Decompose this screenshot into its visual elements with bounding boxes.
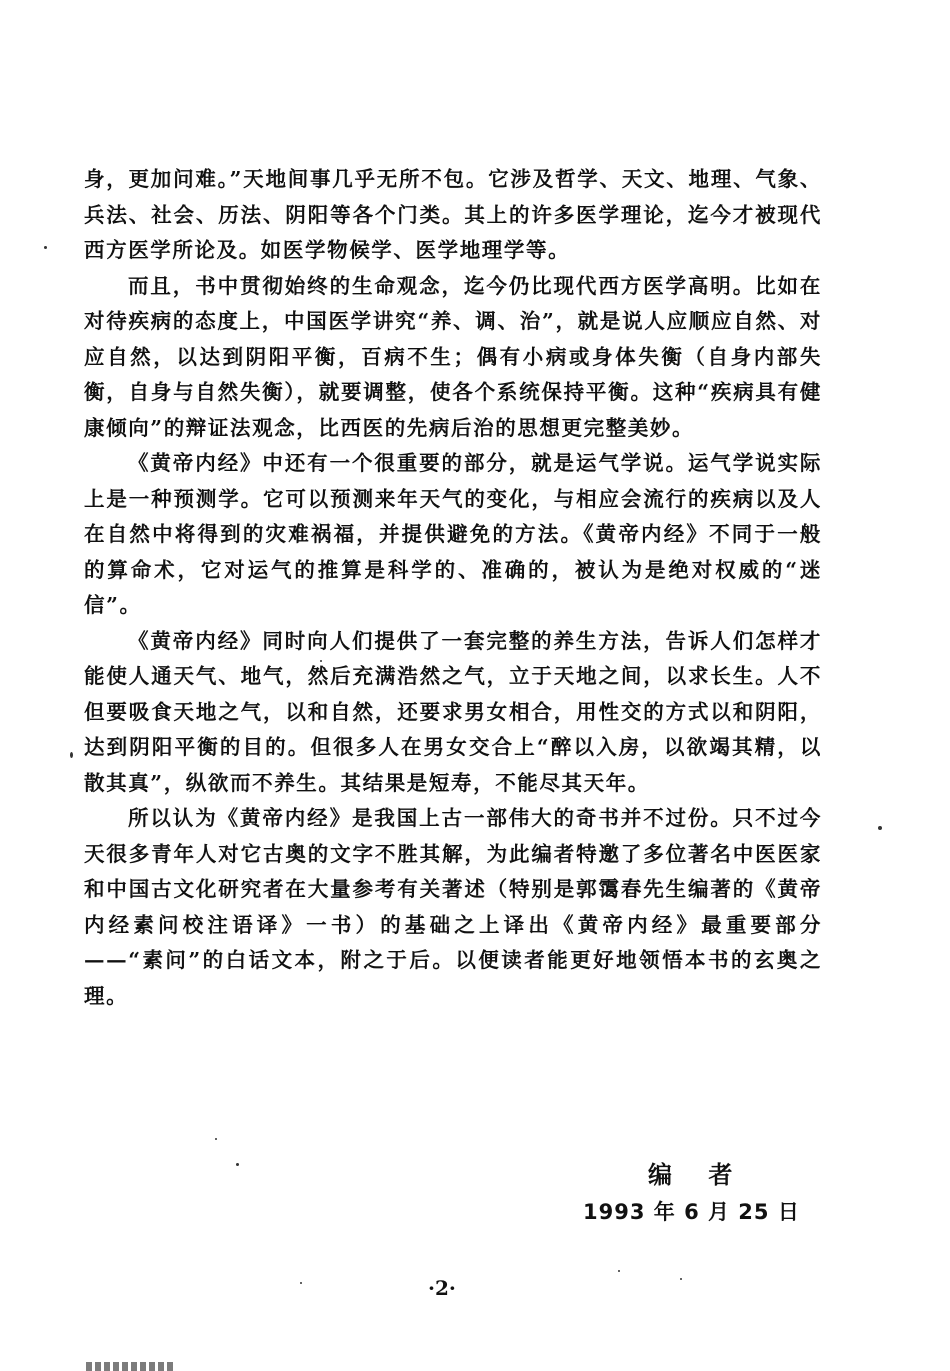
scan-edge-mark bbox=[86, 1362, 176, 1371]
scan-speck bbox=[236, 1163, 239, 1166]
scan-speck bbox=[320, 660, 322, 662]
body-text bbox=[84, 162, 822, 1014]
scan-speck bbox=[215, 1138, 217, 1140]
paragraph-yunqi-theory: 《黄帝内经》中还有一个很重要的部分，就是运气学说。运气学说实际上是一种预测学。它可以预测来年天气的变化，与相应会流行的疾病以及人在自然中将得到的灾难祸福，并提供避免的方法。《黄帝内经》不同于一般的算命术，它对运气的推算是科学的、准确的，被认为是绝对权威的“迷信”。 bbox=[84, 451, 822, 617]
author-signature: 编 者 bbox=[648, 1161, 747, 1189]
scan-speck bbox=[44, 246, 47, 249]
paragraph-translation-note: 所以认为《黄帝内经》是我国上古一部伟大的奇书并不过份。只不过今天很多青年人对它古奥的文字不胜其解，为此编者特邀了多位著名中医医家和中国古文化研究者在大量参考有关著述（特别是郭霭春先生编著的《黄帝内经素问校注语译》一书）的基础之上译出《黄帝内经》最重要部分——“素问”的白话文本，附之于后。以便读者能更好地领悟本书的玄奥之理。 bbox=[84, 806, 822, 1008]
page-number: ·2· bbox=[428, 1276, 456, 1300]
paragraph-life-concept: 而且，书中贯彻始终的生命观念，迄今仍比现代西方医学高明。比如在对待疾病的态度上，中国医学讲究“养、调、治”，就是说人应顺应自然、对应自然，以达到阴阳平衡，百病不生；偶有小病或身体失衡（自身内部失衡，自身与自然失衡），就要调整，使各个系统保持平衡。这种“疾病具有健康倾向”的辩证法观念，比西医的先病后治的思想更完整美妙。 bbox=[84, 273, 822, 440]
scan-speck bbox=[618, 1270, 620, 1272]
scan-speck bbox=[878, 826, 882, 830]
paragraph-health-preservation: 《黄帝内经》同时向人们提供了一套完整的养生方法，告诉人们怎样才能使人通天气、地气，然后充满浩然之气，立于天地之间，以求长生。人不但要吸食天地之气，以和自然，还要求男女相合，用性交的方式以和阴阳，达到阴阳平衡的目的。但很多人在男女交合上“醉以入房，以欲竭其精，以散其真”，纵欲而不养生。其结果是短寿，不能尽其天年。 bbox=[84, 628, 822, 795]
scan-speck bbox=[70, 752, 73, 758]
signature-date: 1993 年 6 月 25 日 bbox=[583, 1200, 800, 1224]
scan-speck bbox=[680, 1278, 682, 1280]
paragraph-continuation: 身，更加问难。”天地间事几乎无所不包。它涉及哲学、天文、地理、气象、兵法、社会、历法、阴阳等各个门类。其上的许多医学理论，迄今才被现代西方医学所论及。如医学物候学、医学地理学等。 bbox=[84, 167, 822, 262]
scan-speck bbox=[300, 1282, 302, 1284]
